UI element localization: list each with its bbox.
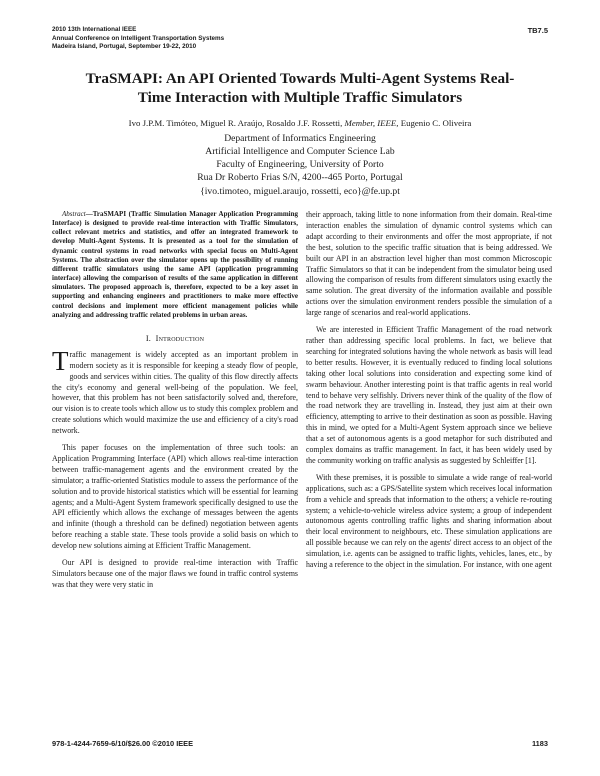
abstract-label: Abstract bbox=[62, 210, 86, 218]
conference-header bbox=[52, 26, 552, 52]
right-column bbox=[306, 210, 552, 571]
session-code: TB7.5 bbox=[527, 26, 548, 35]
abstract-text: TraSMAPI (Traffic Simulation Manager Application Programming Interface) is designed to provide real-time interaction with Traffic Simulators, collect relevant metrics and statistics, and offer an integrated framework to develop Multi-Agent Systems. It is presented as a tool for the simulation of dynamic control systems in road networks with special focus on Multi-Agent Systems. The abstraction over the simulator opens up the possibility of running different traffic simulators using the same API (application programming interface) allowing the comparison of results of the same application in different simulators. The proposed approach is, therefore, expected to be a key asset in supporting and enhancing engineers and practitioners to make more effective control decisions and implement more efficient management policies while analyzing and addressing traffic related problems in urban areas. bbox=[52, 210, 298, 319]
abstract bbox=[52, 210, 298, 320]
footer-isbn: 978-1-4244-7659-6/10/$26.00 ©2010 IEEE bbox=[52, 739, 194, 748]
member-designation: Member, IEEE bbox=[344, 118, 397, 128]
paper-title bbox=[60, 69, 540, 107]
paper-title-line-1: TraSMAPI: An API Oriented Towards Multi-Agent Systems Real- bbox=[85, 70, 515, 87]
section-title: Introduction bbox=[155, 333, 205, 343]
drop-cap: T bbox=[52, 345, 69, 376]
affiliation-faculty: Faculty of Engineering, University of Porto bbox=[216, 159, 384, 171]
paper-title-line-2: Time Interaction with Multiple Traffic Simulators bbox=[137, 89, 463, 106]
abstract-dash: — bbox=[85, 210, 93, 218]
intro-paragraph-2: This paper focuses on the implementation of three such tools: an Application Programming Interface (API) which allows real-time interaction between traffic-management agents and the environment created by the simulator; a traffic-oriented Statistics module to assess the performance of the solution and to provide historical statistics which will be essential for learning agents; and a Multi-Agent System framework specifically designed to use the API efficiently which allows the exchange of messages between the agents and infinite (though a threshold can be defined) negotiation between agents before reaching a stable state. These tools provide a solid basis on which to develop new solutions aiming at Efficient Traffic Management. bbox=[52, 443, 298, 551]
section-heading-introduction bbox=[52, 334, 298, 345]
conference-header-line-3: Madeira Island, Portugal, September 19-22, 2010 bbox=[52, 43, 197, 51]
intro-paragraph-4: their approach, taking little to none information from their domain. Real-time interaction enables the simulation of dynamic control systems which can adapt according to their environments and offer the most appropriate, if not the best, solution to the specific traffic situation that is being addressed. We built our API in an abstraction level higher than most common Microscopic Traffic Simulators so that it can be independent from the simulator being used allowing the comparison of results from different simulators using exactly the same solution. The great diversity of the information available and possible actions over the simulation environment renders possible the simulation of a large range of scenarios and real-world applications. bbox=[306, 210, 552, 318]
affiliation-department: Department of Informatics Engineering bbox=[224, 132, 376, 144]
intro-paragraph-3: Our API is designed to provide real-time interaction with Traffic Simulators because one of the major flaws we found in traffic control systems was that they were very static in bbox=[52, 558, 298, 589]
author-names-part-1: Ivo J.P.M. Timóteo, Miguel R. Araújo, Rosaldo J.F. Rossetti, bbox=[128, 118, 345, 128]
author-names bbox=[60, 118, 540, 130]
intro-paragraph-6: With these premises, it is possible to simulate a wide range of real-world applications, such as: a GPS/Satellite system which receives local information from a vehicle and spreads that information to the others; a vehicle re-routing system; a vehicle-to-vehicle wireless advice system; a group of independent autonomous agents controlling traffic lights and sharing information about their local environment to neighbours, etc. These simulation applications are all possible because we can rely on the agents' direct access to an object of the simulation, i.e. agents can be assigned to traffic lights, vehicles, lanes, etc., by having a reference to the object in the simulation. For instance, with one agent bbox=[306, 472, 552, 570]
conference-header-line-2: Annual Conference on Intelligent Transportation Systems bbox=[52, 34, 225, 42]
left-column bbox=[52, 210, 298, 591]
author-block bbox=[60, 118, 540, 198]
intro-paragraph-5: We are interested in Efficient Traffic Management of the road network rather than addressing specific local problems. In fact, we believe that searching for integrated solutions having the whole network as basis will lead to better results. However, it is eventually reduced to finding local solutions taking other local solutions into consideration and expecting some kind of swarm behaviour. Another interesting point is that traffic agents in real world tend to behave very selfishly. Drivers never think of the quality of the flow of the road network they are travelling in. Instead, they just aim at their own efficiency, attempting to arrive to their destination as soon as possible. Having this in mind, we opted for a Multi-Agent System approach since we believe that a set of autonomous agents is a good metaphor for such distributed and complex domains as traffic management. In fact, it has been widely used by the community working on traffic analysis as suggested by Schleiffer [1]. bbox=[306, 325, 552, 465]
affiliation-lab: Artificial Intelligence and Computer Science Lab bbox=[205, 145, 395, 157]
conference-header-line-1: 2010 13th International IEEE bbox=[52, 26, 137, 33]
intro-paragraph-1 bbox=[52, 345, 298, 437]
intro-paragraph-1-text: raffic management is widely accepted as an important problem in modern society as it is responsible for keeping a steady flow of people, goods and services within cities. The quality of this flow directly affects the city's economy and general well-being of the population. We feel, however, that this problem has not been satisfactorily solved and, therefore, our vision is to create tools which allow us to study this complex problem and create solutions which would maximize the use and efficiency of a city's road network. bbox=[52, 349, 298, 436]
section-number: I. bbox=[145, 333, 152, 343]
author-emails: {ivo.timoteo, miguel.araujo, rossetti, eco}@fe.up.pt bbox=[200, 185, 400, 197]
affiliation-address: Rua Dr Roberto Frias S/N, 4200--465 Porto, Portugal bbox=[197, 172, 403, 184]
author-names-part-2: , Eugenio C. Oliveira bbox=[396, 118, 472, 128]
page-number: 1183 bbox=[531, 739, 548, 748]
